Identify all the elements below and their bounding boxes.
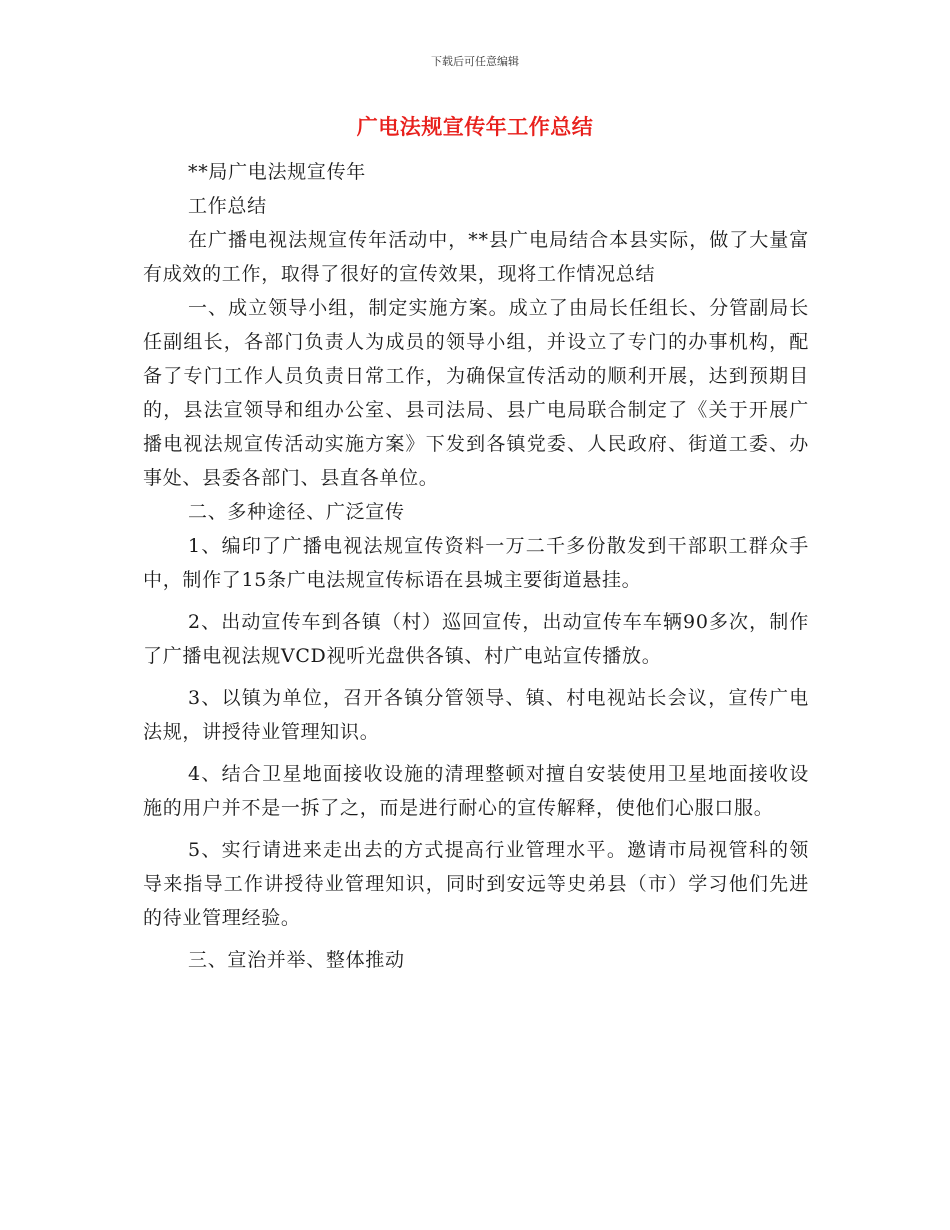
paragraph-item-4: 4、结合卫星地面接收设施的清理整顿对擅自安装使用卫星地面接收设施的用户并不是一拆了之，而是进行耐心的宣传解释，使他们心服口服。 <box>143 763 809 819</box>
document-title: 广电法规宣传年工作总结 <box>356 115 594 139</box>
paragraph-item-2: 2、出动宣传车到各镇（村）巡回宣传，出动宣传车车辆90多次，制作了广播电视法规VCD视听光盘供各镇、村广电站宣传播放。 <box>143 611 809 667</box>
paragraph-section-1: 一、成立领导小组，制定实施方案。成立了由局长任组长、分管副局长任副组长，各部门负责人为成员的领导小组，并设立了专门的办事机构，配备了专门工作人员负责日常工作，为确保宣传活动的顺利开展，达到预期目的，县法宣领导和组办公室、县司法局、县广电局联合制定了《关于开展广播电视法规宣传活动实施方案》下发到各镇党委、人民政府、街道工委、办事处、县委各部门、县直各单位。 <box>143 297 809 489</box>
paragraph-section-3-heading: 三、宣治并举、整体推动 <box>188 949 405 971</box>
paragraph-subtitle-2: 工作总结 <box>188 195 267 217</box>
paragraph-intro: 在广播电视法规宣传年活动中，**县广电局结合本县实际，做了大量富有成效的工作，取得了很好的宣传效果，现将工作情况总结 <box>143 229 809 285</box>
paragraph-item-5: 5、实行请进来走出去的方式提高行业管理水平。邀请市局视管科的领导来指导工作讲授待业管理知识，同时到安远等史弟县（市）学习他们先进的待业管理经验。 <box>143 839 809 929</box>
document-body <box>143 155 809 977</box>
paragraph-subtitle: **局广电法规宣传年 <box>188 161 367 183</box>
paragraph-item-3: 3、以镇为单位，召开各镇分管领导、镇、村电视站长会议，宣传广电法规，讲授待业管理知识。 <box>143 687 809 743</box>
paragraph-section-2-heading: 二、多种途径、广泛宣传 <box>188 501 405 523</box>
header-note: 下载后可任意编辑 <box>431 55 519 68</box>
paragraph-item-1: 1、编印了广播电视法规宣传资料一万二千多份散发到干部职工群众手中，制作了15条广电法规宣传标语在县城主要街道悬挂。 <box>143 535 809 591</box>
